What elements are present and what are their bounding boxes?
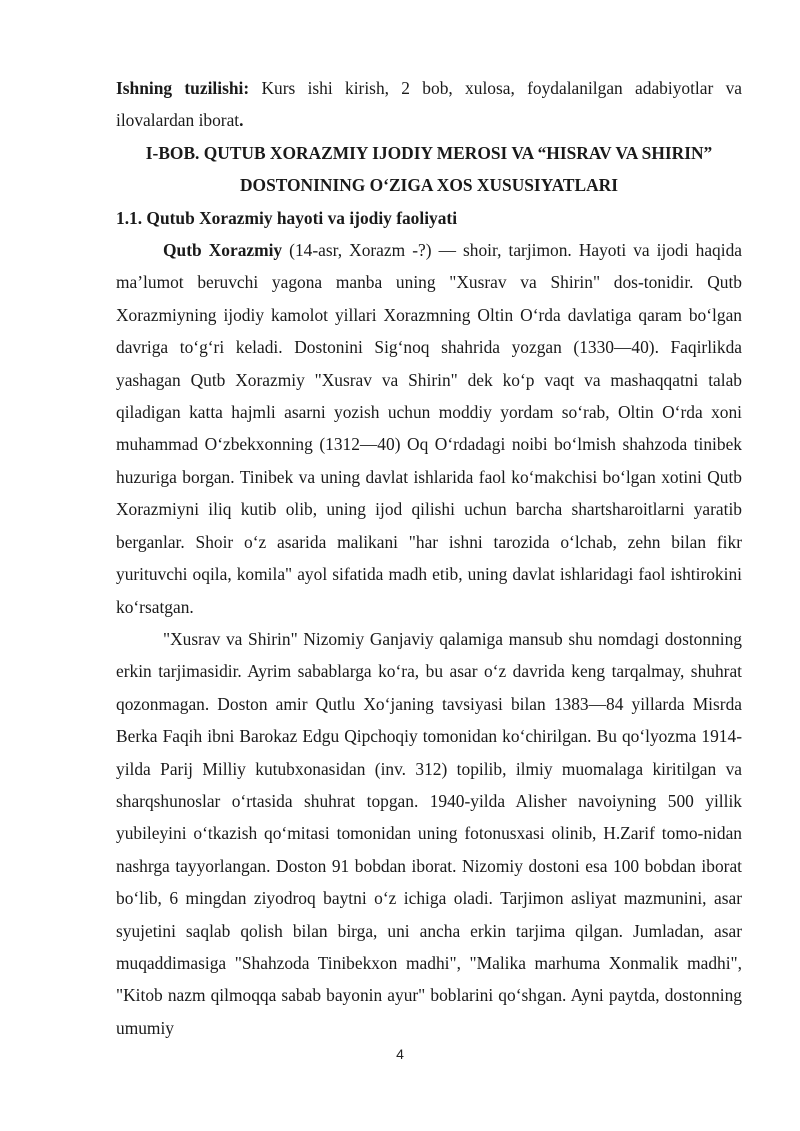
paragraph-1-lead: Qutb Xorazmiy [163,240,283,261]
intro-paragraph [116,72,742,137]
intro-end: . [239,110,244,131]
intro-text: Kurs ishi kirish, 2 bob, xulosa, foydalanilgan adabiyotlar va ilovalardan iborat [116,78,742,131]
chapter-title-line-1: I-BOB. QUTUB XORAZMIY IJODIY MEROSI VA “HISRAV VA SHIRIN” [145,142,713,163]
chapter-title-line-2: DOSTONINING O‘ZIGA XOS XUSUSIYATLARI [239,175,619,196]
document-page [116,72,742,1044]
page-number: 4 [396,1046,404,1062]
intro-label: Ishning tuzilishi: [116,78,250,98]
body-paragraph-1 [116,234,742,623]
section-title: 1.1. Qutub Xorazmiy hayoti va ijodiy faoliyati [116,207,458,228]
body-paragraph-2: "Xusrav va Shirin" Nizomiy Ganjaviy qalamiga mansub shu nomdagi dostonning erkin tarjimasidir. Ayrim sabablarga ko‘ra, bu asar o‘z davrida keng tarqalmay, shuhrat qozonmagan. Doston amir Qutlu Xo‘janing tavsiyasi bilan 1383—84 yillarda Misrda Berka Faqih ibni Barokaz Edgu Qipchoqiy tomonidan ko‘chirilgan. Bu qo‘lyozma 1914-yilda Parij Milliy kutubxonasidan (inv. 312) topilib, ilmiy muomalaga kiritilgan va sharqshunoslar o‘rtasida shuhrat topgan. 1940-yilda Alisher navoiyning 500 yillik yubileyini o‘tkazish qo‘mitasi tomonidan uning fotonusxasi olinib, H.Zarif tomo-nidan nashrga tayyorlangan. Doston 91 bobdan iborat. Nizomiy dostoni esa 100 bobdan iborat bo‘lib, 6 mingdan ziyodroq baytni o‘z ichiga oladi. Tarjimon asliyat mazmunini, asar syujetini saqlab qolish bilan birga, uni ancha erkin tarjima qilgan. Jumladan, asar muqaddimasiga "Shahzoda Tinibekxon madhi", "Malika marhuma Xonmalik madhi", "Kitob nazm qilmoqqa sabab bayonin ayur" boblarini qo‘shgan. Ayni paytda, dostonning umumiy [116,628,742,1038]
paragraph-1-text: (14-asr, Xorazm -?) — shoir, tarjimon. Hayoti va ijodi haqida ma’lumot beruvchi yagona manba uning "Xusrav va Shirin" dos-tonidir. Qutb Xorazmiyning ijodiy kamolot yillari Xorazmning Oltin O‘rda davlatiga qaram bo‘lgan davriga to‘g‘ri keladi. Dostonini Sig‘noq shahrida yozgan (1330—40). Faqirlikda yashagan Qutb Xorazmiy "Xusrav va Shirin" dek ko‘p vaqt va mashaqqatni talab qiladigan katta hajmli asarni yozish uchun moddiy yordam so‘rab, Oltin O‘rda xoni muhammad O‘zbekxonning (1312—40) Oq O‘rdadagi noibi bo‘lmish shahzoda tinibek huzuriga borgan. Tinibek va uning davlat ishlarida faol ko‘makchisi bo‘lgan xotini Qutb Xorazmiyni iliq kutib olib, uning ijod qilishi uchun barcha shartsharoitlarni yaratib berganlar. Shoir o‘z asarida malikani "har ishni tarozida o‘lchab, zehn bilan fikr yurituvchi oqila, komila" ayol sifatida madh etib, uning davlat ishlaridagi faol ishtirokini ko‘rsatgan. [116,240,742,617]
